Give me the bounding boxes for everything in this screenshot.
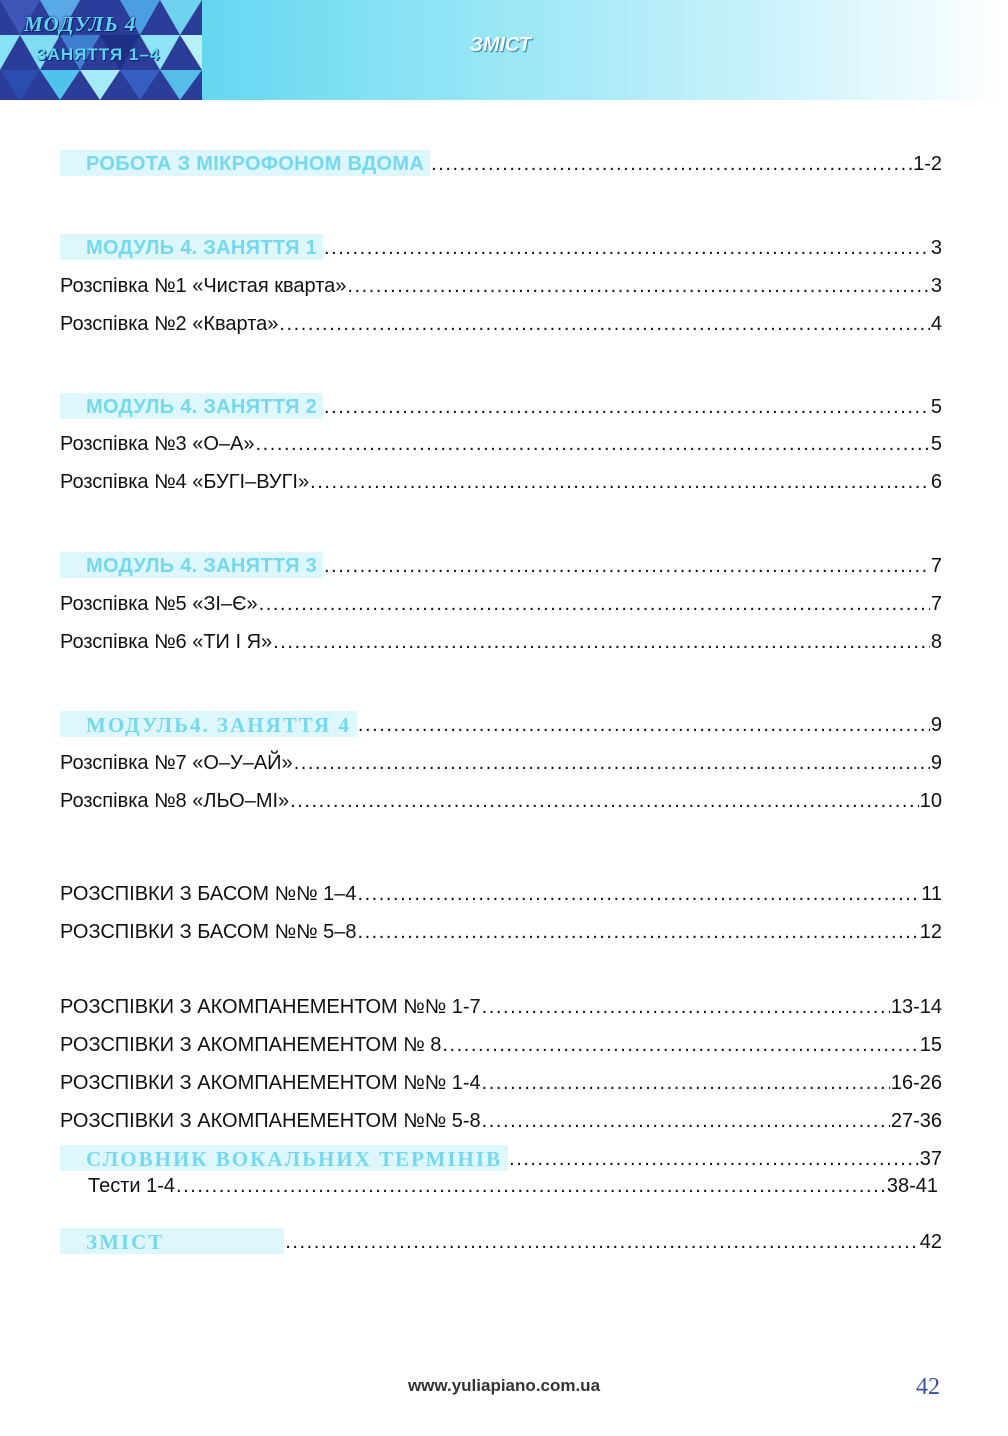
page-number: 42 [916, 1374, 940, 1400]
toc-entry[interactable] [60, 1027, 942, 1057]
toc-section[interactable] [60, 230, 942, 260]
toc-entry[interactable] [60, 268, 942, 298]
toc-page: 6 [930, 471, 942, 493]
toc-entry[interactable] [60, 586, 942, 616]
toc-page: 5 [930, 396, 942, 418]
toc-page: 12 [919, 921, 942, 943]
toc-page: 10 [919, 790, 942, 812]
toc-section[interactable] [60, 389, 942, 419]
dot-leader [324, 236, 930, 260]
dot-leader [431, 152, 912, 176]
toc-label: ЗМІСТ [60, 1228, 284, 1254]
toc-label: Розспівка №3 «О–А» [60, 433, 255, 455]
toc-entry[interactable] [60, 1103, 942, 1133]
toc-label: РОЗСПІВКИ З БАСОМ №№ 1–4 [60, 883, 357, 905]
dot-leader [176, 1174, 886, 1198]
toc-entry[interactable] [60, 876, 942, 906]
toc-label: МОДУЛЬ 4. ЗАНЯТТЯ 3 [60, 552, 323, 578]
dot-leader [482, 1109, 890, 1133]
dot-leader [347, 274, 929, 298]
toc-page: 5 [930, 433, 942, 455]
dot-leader [273, 630, 930, 654]
toc-section[interactable] [60, 707, 942, 737]
toc-entry[interactable] [60, 745, 942, 775]
toc-label: Розспівка №7 «О–У–АЙ» [60, 752, 293, 774]
toc-page: 38-41 [886, 1175, 938, 1197]
toc-page: 9 [930, 714, 942, 736]
toc-label: Розспівка №5 «ЗІ–Є» [60, 593, 258, 615]
toc-entry[interactable] [60, 914, 942, 944]
toc-page: 37 [919, 1148, 942, 1170]
dot-leader [358, 713, 930, 737]
lessons-label: ЗАНЯТТЯ 1–4 [36, 45, 161, 64]
toc-label: Розспівка №2 «Кварта» [60, 313, 279, 335]
dot-leader [279, 312, 930, 336]
dot-leader [255, 432, 929, 456]
toc-page: 7 [930, 555, 942, 577]
toc-entry[interactable] [60, 989, 942, 1019]
dot-leader [442, 1033, 918, 1057]
footer-url[interactable]: www.yuliapiano.com.ua [407, 1376, 601, 1395]
toc-label: МОДУЛЬ4. ЗАНЯТТЯ 4 [60, 711, 357, 737]
toc-page: 15 [919, 1034, 942, 1056]
toc-entry[interactable] [60, 783, 942, 813]
dot-leader [310, 470, 930, 494]
dot-leader [259, 592, 930, 616]
toc-page: 3 [930, 237, 942, 259]
toc-page: 16-26 [890, 1072, 942, 1094]
toc-page: 3 [930, 275, 942, 297]
toc-label: РОЗСПІВКИ З АКОМПАНЕМЕНТОМ №№ 5-8 [60, 1110, 481, 1132]
toc-label: СЛОВНИК ВОКАЛЬНИХ ТЕРМІНІВ [60, 1145, 508, 1171]
toc-label: РОЗСПІВКИ З АКОМПАНЕМЕНТОМ № 8 [60, 1034, 442, 1056]
dot-leader [482, 1071, 890, 1095]
dot-leader [324, 395, 930, 419]
page-title: ЗМІСТ [470, 34, 531, 56]
toc-label: МОДУЛЬ 4. ЗАНЯТТЯ 2 [60, 393, 323, 419]
dot-leader [285, 1230, 919, 1254]
dot-leader [290, 789, 919, 813]
toc-entry[interactable] [60, 624, 942, 654]
toc-label: РОБОТА З МІКРОФОНОМ ВДОМА [60, 150, 430, 176]
dot-leader [357, 920, 918, 944]
dot-leader [324, 554, 930, 578]
toc-section[interactable] [60, 1141, 942, 1171]
toc-section[interactable] [60, 1224, 942, 1254]
toc-entry[interactable] [60, 1065, 942, 1095]
module-label: МОДУЛЬ 4 [24, 12, 137, 36]
toc-label: Тести 1-4 [88, 1175, 176, 1197]
toc-section[interactable] [60, 548, 942, 578]
toc-entry[interactable] [60, 464, 942, 494]
toc-section[interactable] [60, 146, 942, 176]
toc-page: 9 [930, 752, 942, 774]
dot-leader [294, 751, 930, 775]
toc-page: 7 [930, 593, 942, 615]
toc-label: Розспівка №8 «ЛЬО–МІ» [60, 790, 290, 812]
toc-label: Розспівка №4 «БУГІ–ВУГІ» [60, 471, 310, 493]
toc-page: 1-2 [913, 153, 942, 175]
toc-label: РОЗСПІВКИ З БАСОМ №№ 5–8 [60, 921, 357, 943]
toc-page: 42 [919, 1231, 942, 1253]
toc-entry[interactable] [60, 426, 942, 456]
toc-page: 27-36 [890, 1110, 942, 1132]
toc-page: 13-14 [890, 996, 942, 1018]
toc-label: Розспівка №6 «ТИ І Я» [60, 631, 273, 653]
toc-page: 4 [930, 313, 942, 335]
toc-page: 8 [930, 631, 942, 653]
dot-leader [482, 995, 890, 1019]
toc-label: РОЗСПІВКИ З АКОМПАНЕМЕНТОМ №№ 1-4 [60, 1072, 481, 1094]
toc-label: Розспівка №1 «Чистая кварта» [60, 275, 347, 297]
toc-label: МОДУЛЬ 4. ЗАНЯТТЯ 1 [60, 234, 323, 260]
toc-entry[interactable] [88, 1168, 938, 1198]
dot-leader [357, 882, 920, 906]
toc-entry[interactable] [60, 306, 942, 336]
toc-page: 11 [921, 883, 942, 905]
toc-label: РОЗСПІВКИ З АКОМПАНЕМЕНТОМ №№ 1-7 [60, 996, 481, 1018]
